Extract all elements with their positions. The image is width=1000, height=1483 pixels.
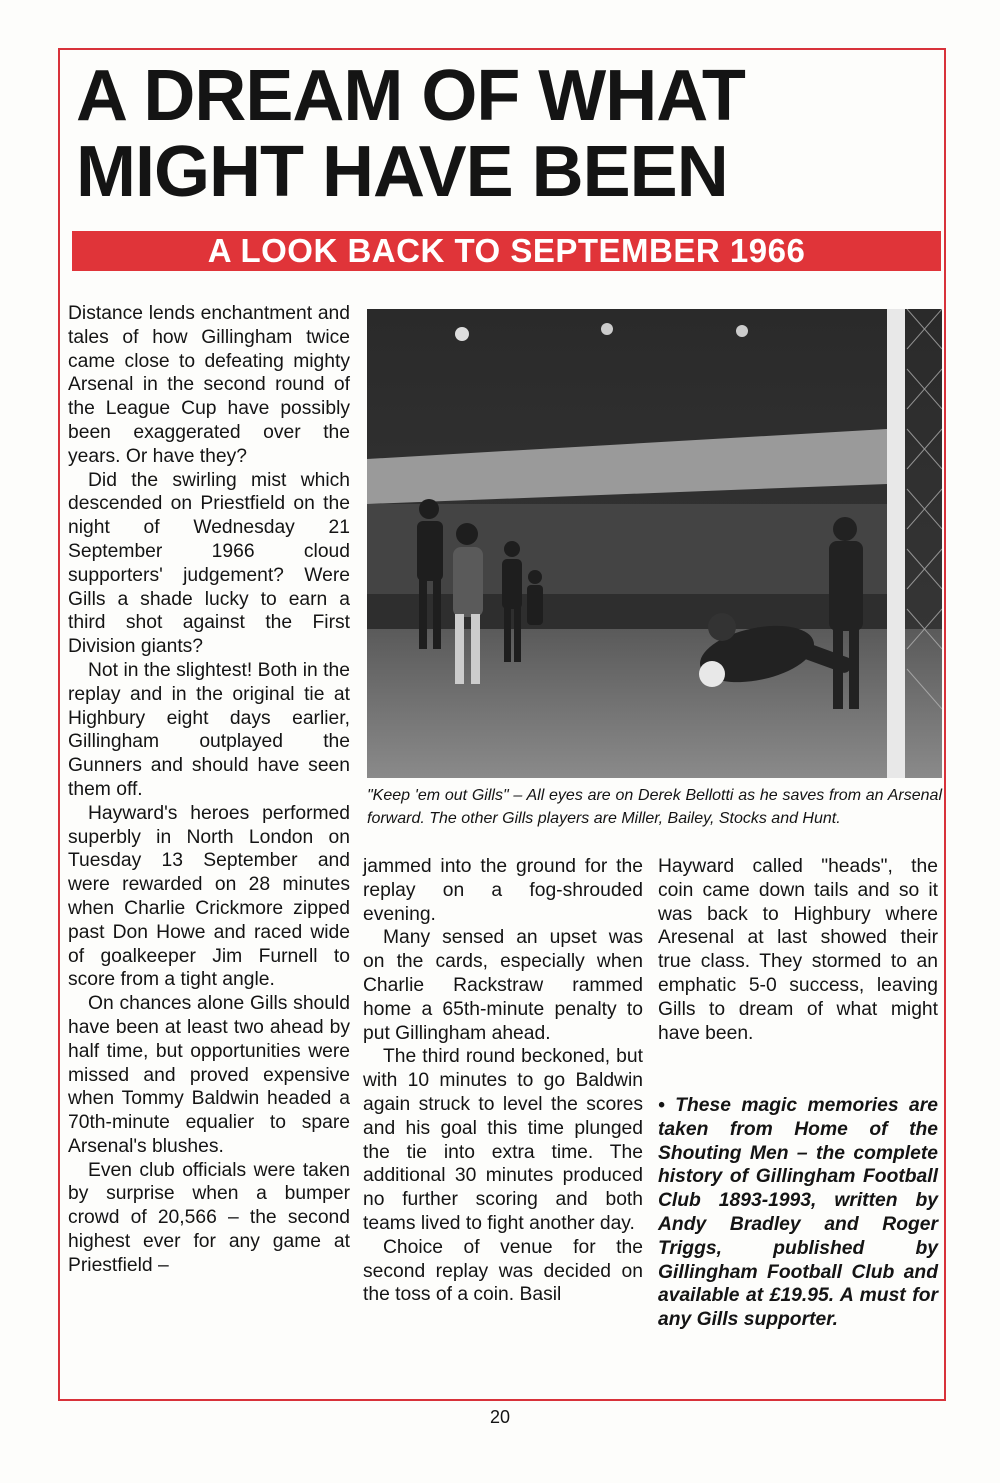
paragraph: Choice of venue for the second replay was decided on the toss of a coin. Basil	[363, 1236, 643, 1306]
photo-illustration	[367, 309, 942, 778]
paragraph: Not in the slightest! Both in the replay and in the original tie at Highbury eight days earlier, Gillingham outplayed the Gunners and should have seen them off.	[68, 659, 350, 800]
paragraph: Even club officials were taken by surprise when a bumper crowd of 20,566 – the second highest ever for any game at Priestfield –	[68, 1159, 350, 1276]
column-2	[363, 855, 643, 1307]
subtitle-banner: A LOOK BACK TO SEPTEMBER 1966	[72, 231, 941, 271]
paragraph: On chances alone Gills should have been at least two ahead by half time, but opportunities were missed and proved expensive when Tommy Baldwin headed a 70th-minute equalier to spare Arsenal's blushes.	[68, 993, 350, 1157]
headline-line-1: A DREAM OF WHAT	[76, 56, 745, 136]
column-1	[68, 302, 350, 1278]
match-photo	[367, 309, 942, 778]
book-promo: • These magic memories are taken from Home of the Shouting Men – the complete history of Gillingham Football Club 1893-1993, written by Andy Bradley and Roger Triggs, published by Gillingham Football Club and available at £19.95. A must for any Gills supporter.	[658, 1095, 938, 1331]
headline-line-2: MIGHT HAVE BEEN	[76, 132, 728, 212]
page-number: 20	[489, 1407, 511, 1427]
paragraph: Hayward called "heads", the coin came down tails and so it was back to Highbury where Aresenal at last showed their true class. They stormed to an emphatic 5-0 success, leaving Gills to dream of what might have been.	[658, 856, 938, 1044]
column-3	[658, 855, 938, 1045]
headline	[76, 58, 946, 210]
paragraph: Distance lends enchantment and tales of how Gillingham twice came close to defeating mighty Arsenal in the second round of the League Cup have possibly been exaggerated over the years. Or have they?	[68, 303, 350, 467]
paragraph: The third round beckoned, but with 10 minutes to go Baldwin again struck to level the scores and his goal this time plunged the tie into extra time. The additional 30 minutes produced no further scoring and both teams lived to fight another day.	[363, 1046, 643, 1234]
paragraph: jammed into the ground for the replay on a fog-shrouded evening.	[363, 856, 643, 925]
paragraph: Hayward's heroes performed superbly in North London on Tuesday 13 September and were rewarded on 28 minutes when Charlie Crickmore zipped past Don Howe and raced wide of goalkeeper Jim Furnell to score from a tight angle.	[68, 802, 350, 991]
photo-caption: "Keep 'em out Gills" – All eyes are on Derek Bellotti as he saves from an Arsenal forward. The other Gills players are Miller, Bailey, Stocks and Hunt.	[367, 787, 942, 827]
paragraph: Many sensed an upset was on the cards, especially when Charlie Rackstraw rammed home a 65th-minute penalty to put Gillingham ahead.	[363, 927, 643, 1044]
paragraph: Did the swirling mist which descended on Priestfield on the night of Wednesday 21 September 1966 cloud supporters' judgement? Were Gills a shade lucky to earn a third shot against the First Division giants?	[68, 469, 350, 658]
